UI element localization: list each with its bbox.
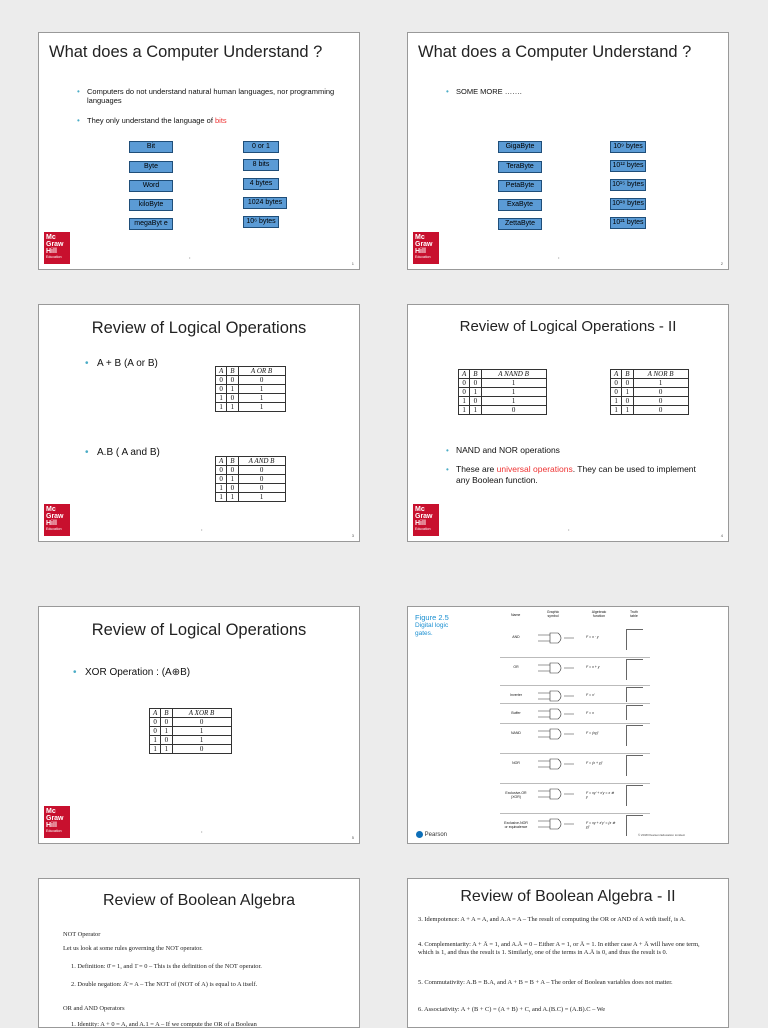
bullet: • NAND and NOR operations [446,445,560,455]
unit-box: PetaByte [498,180,542,192]
rule: 2. Double negation: Ā̄ = A – The NOT of (NOT of A) is equal to A itself. [71,981,258,988]
slide-4[interactable] [407,304,729,542]
gate-name: OR [513,665,519,669]
pearson-icon [416,831,423,838]
page-number: 2 [720,261,723,266]
slide-1[interactable] [38,32,360,270]
gate-name: Buffer [511,711,521,715]
section-heading: NOT Operator [63,931,101,938]
gate-function: F = x · y [586,635,599,639]
slide-7[interactable] [38,878,360,1028]
slide-dot: • [201,829,203,834]
rule: 3. Idempotence: A + A = A, and A.A = A – The result of computing the OR or AND of A with itself, is A. [418,916,686,923]
gate-name: AND [512,635,520,639]
gate-name: NAND [511,731,521,735]
slide-title: What does a Computer Understand ? [49,43,323,61]
slide-title: What does a Computer Understand ? [418,43,692,61]
page-number: 1 [351,261,354,266]
gate-function: F = xy + x′y′ = (x ⊕ y)′ [586,821,616,829]
bullet: • These are universal operations. They can be used to implement any Boolean function. [446,464,696,485]
publisher-logo: Mc Graw Hill Education [44,806,70,838]
gate-truth-table [626,659,643,680]
xor-truth-table: A B A XOR B 0 0 0 0 1 1 1 0 1 1 1 0 [149,708,232,754]
slide-title: Review of Logical Operations [91,621,307,639]
page-number: 3 [351,533,354,538]
gate-name: Exclusive-NOR or equivalence [504,821,528,829]
slide-title: Review of Boolean Algebra [102,892,296,909]
gate-truth-table [626,629,643,650]
page-number: 4 [720,533,723,538]
bullet: • They only understand the language of bits [77,116,227,125]
bullet: • A.B ( A and B) [85,447,160,458]
slide-title: Review of Boolean Algebra - II [460,888,676,905]
and-truth-table: A B A AND B 0 0 0 0 1 0 1 0 0 1 1 1 [215,456,286,502]
slide-2[interactable] [407,32,729,270]
slide-3[interactable] [38,304,360,542]
gate-symbol-icon [536,707,576,721]
gate-truth-table [626,705,643,720]
gate-symbol-icon [536,787,576,801]
gate-symbol-icon [536,757,576,771]
gate-truth-table [626,725,643,746]
unit-box: megaByt e [129,218,173,230]
figure-title: Figure 2.5 [415,613,449,622]
gate-truth-table [626,755,643,776]
or-truth-table: A B A OR B 0 0 0 0 1 1 1 0 1 1 1 1 [215,366,286,412]
bullet: • Computers do not understand natural human languages, nor programming languages [77,87,335,105]
value-box: 4 bytes [243,178,279,190]
copyright: © 2018 Pearson Education Limited. [638,833,686,837]
rule: 6. Associativity: A + (B + C) = (A + B) + C, and A.(B.C) = (A.B).C – We [418,1006,606,1013]
figure-subtitle: Digital logic gates. [415,622,449,637]
rule: 5. Commutativity: A.B = B.A, and A + B = B + A – The order of Boolean variables does not matter. [418,979,673,986]
section-heading: OR and AND Operators [63,1005,125,1012]
row-divider [500,685,650,686]
rule: 1. Definition: 0̄ = 1, and 1̄ = 0 – This is the definition of the NOT operator. [71,963,262,970]
slide-5[interactable] [38,606,360,844]
value-box: 0 or 1 [243,141,279,153]
publisher-logo: Mc Graw Hill Education [413,232,439,264]
value-box: 1024 bytes [243,197,287,209]
unit-box: Word [129,180,173,192]
publisher-logo: Mc Graw Hill Education [44,232,70,264]
unit-box: Bit [129,141,173,153]
unit-box: GigaByte [498,141,542,153]
slide-dot: • [568,527,570,532]
slide-dot: • [189,255,191,260]
slide-dot: • [201,527,203,532]
publisher-logo: Mc Graw Hill Education [413,504,439,536]
gate-truth-table [626,785,643,806]
publisher-logo: Mc Graw Hill Education [44,504,70,536]
gate-symbol-icon [536,631,576,645]
rule: 4. Complementarity: A + Ā = 1, and A.Ā = 0 – Either A = 1, or Ā = 1. In either case A + Ā will have one term, which is 1, and thus the result is 1. Similarly, one of the terms in A.Ā is 0, and thus the result is 0. [418,941,700,956]
value-box: 10²¹ bytes [610,217,646,229]
unit-box: kiloByte [129,199,173,211]
value-box: 10¹⁸ bytes [610,198,646,210]
value-box: 10⁹ bytes [610,141,646,153]
nand-truth-table: A B A NAND B 0 0 1 0 1 1 1 0 1 1 1 0 [458,369,547,415]
unit-box: ExaByte [498,199,542,211]
row-divider [500,723,650,724]
row-divider [500,753,650,754]
slide-title: Review of Logical Operations [91,319,307,337]
gate-function: F = x′ [586,693,595,697]
gate-symbol-icon [536,689,576,703]
slide-title: Review of Logical Operations - II [459,318,677,335]
gate-function: F = (xy)′ [586,731,599,735]
unit-box: Byte [129,161,173,173]
value-box: 10¹⁵ bytes [610,179,646,191]
paragraph: Let us look at some rules governing the NOT operator. [63,945,203,952]
column-head: Graphic symbol [546,610,560,618]
bullet: • SOME MORE ……. [446,87,522,96]
gate-name: NOR [512,761,520,765]
unit-box: ZettaByte [498,218,542,230]
slide-6[interactable] [407,606,729,844]
column-head: Truth table [629,610,639,618]
value-box: 8 bits [243,159,279,171]
pearson-logo: Pearson [416,831,447,838]
column-head: Name [511,613,521,617]
gate-symbol-icon [536,727,576,741]
row-divider [500,783,650,784]
gate-function: F = xy′ + x′y = x ⊕ y [586,791,615,799]
gate-truth-table [626,687,643,702]
rule: 1. Identity: A + 0 = A, and A.1 = A – If we compute the OR of a Boolean [71,1021,257,1028]
bullet: • XOR Operation : (A⊕B) [73,667,191,678]
bullet: • A + B (A or B) [85,358,158,369]
value-box: 10⁶ bytes [243,216,279,228]
gate-name: Exclusive-OR (XOR) [505,791,527,799]
gate-name: Inverter [510,693,522,697]
value-box: 10¹² bytes [610,160,646,172]
gate-symbol-icon [536,661,576,675]
unit-box: TeraByte [498,161,542,173]
nor-truth-table: A B A NOR B 0 0 1 0 1 0 1 0 0 1 1 0 [610,369,689,415]
slide-dot: • [558,255,560,260]
gate-function: F = (x + y)′ [586,761,603,765]
column-head: Algebraic function [591,610,607,618]
gate-symbol-icon [536,817,576,831]
gate-function: F = x [586,711,594,715]
page-number: 5 [351,835,354,840]
row-divider [500,703,650,704]
row-divider [500,657,650,658]
slide-8[interactable] [407,878,729,1028]
gate-function: F = x + y [586,665,600,669]
row-divider [500,813,650,814]
